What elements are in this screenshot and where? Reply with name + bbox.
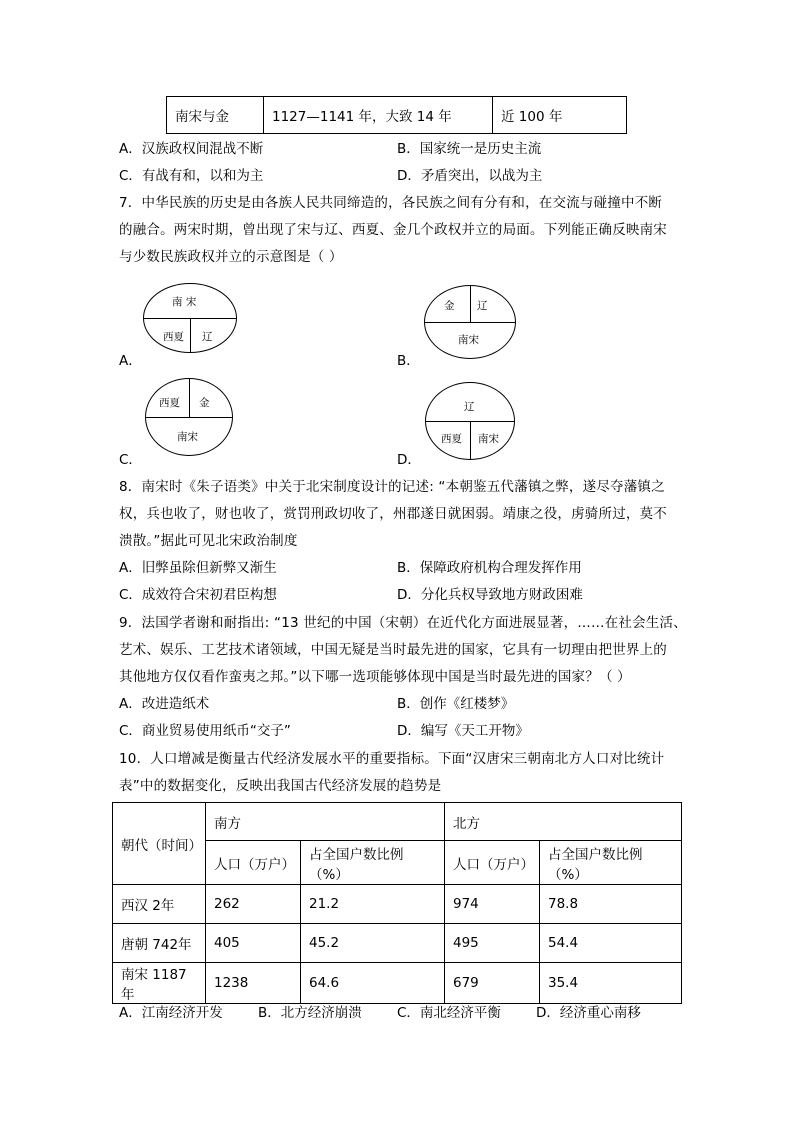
q6-option-a: A．汉族政权间混战不断 bbox=[119, 141, 264, 157]
diagram-label: 金 bbox=[199, 397, 210, 409]
table-cell: 45.2 bbox=[301, 924, 445, 963]
diagram-label: 南 宋 bbox=[172, 296, 197, 308]
diagram-label: 南宋 bbox=[177, 431, 198, 443]
q9-line: 艺术、娱乐、工艺技术诸领域，中国无疑是当时最先进的国家，它具有一切理由把世界上的 bbox=[119, 642, 667, 658]
q8-option-a: A．旧弊虽除但新弊又渐生 bbox=[119, 560, 277, 576]
diagram-label: 辽 bbox=[202, 331, 213, 343]
population-table bbox=[112, 802, 682, 1004]
table-cell: 405 bbox=[206, 924, 301, 963]
diagram-label: 金 bbox=[444, 300, 455, 312]
q10-option-a: A．江南经济开发 bbox=[119, 1005, 223, 1021]
q8-option-b: B．保障政府机构合理发挥作用 bbox=[397, 560, 582, 576]
top-table bbox=[166, 96, 627, 134]
table-cell: 南宋 1187年 bbox=[113, 963, 206, 1004]
q9-line: 9．法国学者谢和耐指出: “13 世纪的中国（宋朝）在近代化方面进展显著，……在社会生活、 bbox=[119, 615, 687, 631]
q9-option-a: A．改进造纸术 bbox=[119, 696, 210, 712]
diagram-d bbox=[425, 382, 515, 460]
q7-option-c-label: C． bbox=[119, 452, 142, 468]
table-cell: 35.4 bbox=[540, 963, 682, 1004]
table-cell: 1238 bbox=[206, 963, 301, 1004]
q7-line: 7．中华民族的历史是由各族人民共同缔造的，各民族之间有分有和，在交流与碰撞中不断 bbox=[119, 195, 663, 211]
q10-option-d: D．经济重心南移 bbox=[536, 1005, 641, 1021]
table-cell: 64.6 bbox=[301, 963, 445, 1004]
diagram-b bbox=[424, 285, 516, 359]
diagram-label: 西夏 bbox=[441, 433, 462, 445]
diagram-a bbox=[143, 283, 237, 353]
diagram-label: 西夏 bbox=[163, 331, 184, 343]
table-row bbox=[167, 97, 627, 134]
diagram-label: 南宋 bbox=[458, 334, 479, 346]
q7-option-b-label: B． bbox=[397, 353, 420, 369]
table-cell: 679 bbox=[445, 963, 540, 1004]
q8-option-d: D．分化兵权导致地方财政困难 bbox=[397, 587, 583, 603]
table-cell: 西汉 2年 bbox=[113, 885, 206, 924]
q9-line: 其他地方仅仅看作蛮夷之邦。”以下哪一选项能够体现中国是当时最先进的国家？（ ） bbox=[119, 669, 631, 685]
table-header-pop: 人口（万户） bbox=[445, 841, 540, 885]
q6-option-c: C．有战有和，以和为主 bbox=[119, 168, 264, 184]
table-header-south: 南方 bbox=[206, 803, 445, 841]
q7-option-a-label: A． bbox=[119, 353, 142, 369]
q7-line: 与少数民族政权并立的示意图是（ ） bbox=[119, 249, 343, 265]
q9-option-d: D．编写《天工开物》 bbox=[397, 723, 529, 739]
table-header-ratio: 占全国户数比例（%） bbox=[301, 841, 445, 885]
q8-line: 8．南宋时《朱子语类》中关于北宋制度设计的记述: “本朝鉴五代藩镇之弊，遂尽夺藩镇之 bbox=[119, 479, 665, 495]
table-cell: 1127—1141 年，大致 14 年 bbox=[264, 97, 493, 134]
q7-line: 的融合。两宋时期，曾出现了宋与辽、西夏、金几个政权并立的局面。下列能正确反映南宋 bbox=[119, 222, 667, 238]
table-row bbox=[113, 803, 682, 841]
table-row bbox=[113, 924, 682, 963]
diagram-label: 辽 bbox=[477, 300, 488, 312]
table-header-north: 北方 bbox=[445, 803, 682, 841]
diagram-label: 南宋 bbox=[478, 433, 499, 445]
diagram-label: 西夏 bbox=[159, 397, 180, 409]
table-cell: 54.4 bbox=[540, 924, 682, 963]
q6-option-d: D．矛盾突出，以战为主 bbox=[397, 168, 543, 184]
q8-line: 溃散。”据此可见北宋政治制度 bbox=[119, 533, 298, 549]
q10-option-c: C．南北经济平衡 bbox=[397, 1005, 501, 1021]
table-header-pop: 人口（万户） bbox=[206, 841, 301, 885]
q10-line: 表”中的数据变化，反映出我国古代经济发展的趋势是 bbox=[119, 778, 442, 794]
q6-option-b: B．国家统一是历史主流 bbox=[397, 141, 542, 157]
table-cell: 495 bbox=[445, 924, 540, 963]
q7-option-d-label: D． bbox=[397, 452, 421, 468]
diagram-c bbox=[145, 378, 233, 456]
q8-option-c: C．成效符合宋初君臣构想 bbox=[119, 587, 277, 603]
q9-option-b: B．创作《红楼梦》 bbox=[397, 696, 515, 712]
table-cell: 南宋与金 bbox=[167, 97, 264, 134]
table-cell: 21.2 bbox=[301, 885, 445, 924]
q9-option-c: C．商业贸易使用纸币“交子” bbox=[119, 723, 291, 739]
table-cell: 78.8 bbox=[540, 885, 682, 924]
q10-line: 10．人口增减是衡量古代经济发展水平的重要指标。下面“汉唐宋三朝南北方人口对比统计 bbox=[119, 751, 665, 767]
table-row bbox=[113, 963, 682, 1004]
table-row bbox=[113, 885, 682, 924]
table-cell: 近 100 年 bbox=[493, 97, 627, 134]
table-cell: 唐朝 742年 bbox=[113, 924, 206, 963]
table-cell: 974 bbox=[445, 885, 540, 924]
q8-line: 权，兵也收了，财也收了，赏罚刑政切收了，州郡遂日就困弱。靖康之役，虏骑所过，莫不 bbox=[119, 506, 667, 522]
table-cell: 262 bbox=[206, 885, 301, 924]
table-header-dynasty: 朝代（时间） bbox=[113, 803, 206, 885]
q10-option-b: B．北方经济崩溃 bbox=[258, 1005, 362, 1021]
diagram-label: 辽 bbox=[464, 401, 475, 413]
table-header-ratio: 占全国户数比例（%） bbox=[540, 841, 682, 885]
